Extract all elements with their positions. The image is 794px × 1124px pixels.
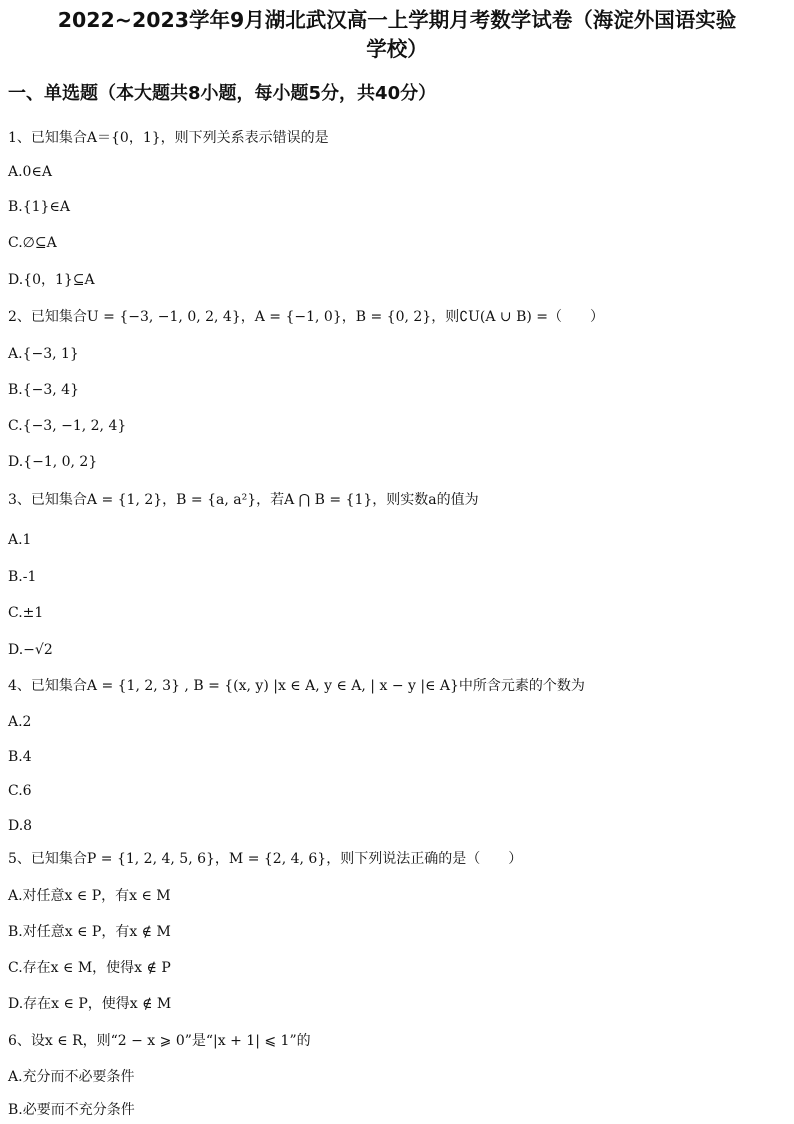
question-6-stem: 6、设x ∈ R，则“2 − x ⩾ 0”是“|x + 1| ⩽ 1”的 — [8, 1033, 311, 1049]
question-5-option-a: A.对任意x ∈ P，有x ∈ M — [8, 888, 171, 904]
question-4-option-a: A.2 — [8, 714, 32, 730]
question-1-option-b: B.{1}∈A — [8, 199, 70, 215]
question-1-option-d: D.{0，1}⊆A — [8, 272, 95, 288]
question-3-option-b: B.-1 — [8, 569, 37, 585]
question-5-option-b: B.对任意x ∈ P，有x ∉ M — [8, 924, 171, 940]
question-6-option-b: B.必要而不充分条件 — [8, 1102, 135, 1118]
question-1-option-a: A.0∈A — [8, 164, 52, 180]
question-5-stem: 5、已知集合P = {1, 2, 4, 5, 6}，M = {2, 4, 6}，则下列说法正确的是（ ） — [8, 851, 523, 867]
question-5-option-c: C.存在x ∈ M，使得x ∉ P — [8, 960, 171, 976]
exam-title — [0, 6, 794, 64]
question-4-stem: 4、已知集合A = {1, 2, 3} , B = {(x, y) |x ∈ A, y ∈ A, | x − y |∈ A}中所含元素的个数为 — [8, 678, 585, 694]
question-2-option-d: D.{−1, 0, 2} — [8, 454, 98, 470]
section-heading: 一、单选题（本大题共8小题，每小题5分，共40分） — [8, 83, 437, 104]
question-2-option-a: A.{−3, 1} — [8, 346, 79, 362]
question-3-stem: 3、已知集合A = {1, 2}，B = {a, a²}，若A ⋂ B = {1}，则实数a的值为 — [8, 492, 479, 508]
exam-title-line-2: 学校） — [366, 37, 428, 61]
question-2-option-b: B.{−3, 4} — [8, 382, 79, 398]
question-5-option-d: D.存在x ∈ P，使得x ∉ M — [8, 996, 172, 1012]
question-4-option-c: C.6 — [8, 783, 32, 799]
question-2-stem: 2、已知集合U = {−3, −1, 0, 2, 4}，A = {−1, 0}，B = {0, 2}，则∁U(A ∪ B) =（ ） — [8, 309, 605, 325]
exam-title-line-1: 2022~2023学年9月湖北武汉高一上学期月考数学试卷（海淀外国语实验 — [57, 8, 737, 32]
question-4-option-d: D.8 — [8, 818, 33, 834]
question-3-option-a: A.1 — [8, 532, 32, 548]
question-2-option-c: C.{−3, −1, 2, 4} — [8, 418, 127, 434]
question-3-option-c: C.±1 — [8, 605, 44, 621]
question-1-stem: 1、已知集合A＝{0，1}，则下列关系表示错误的是 — [8, 130, 329, 146]
question-1-option-c: C.∅⊆A — [8, 235, 57, 251]
question-4-option-b: B.4 — [8, 749, 32, 765]
question-3-option-d: D.−√2 — [8, 642, 53, 658]
question-6-option-a: A.充分而不必要条件 — [8, 1069, 135, 1085]
